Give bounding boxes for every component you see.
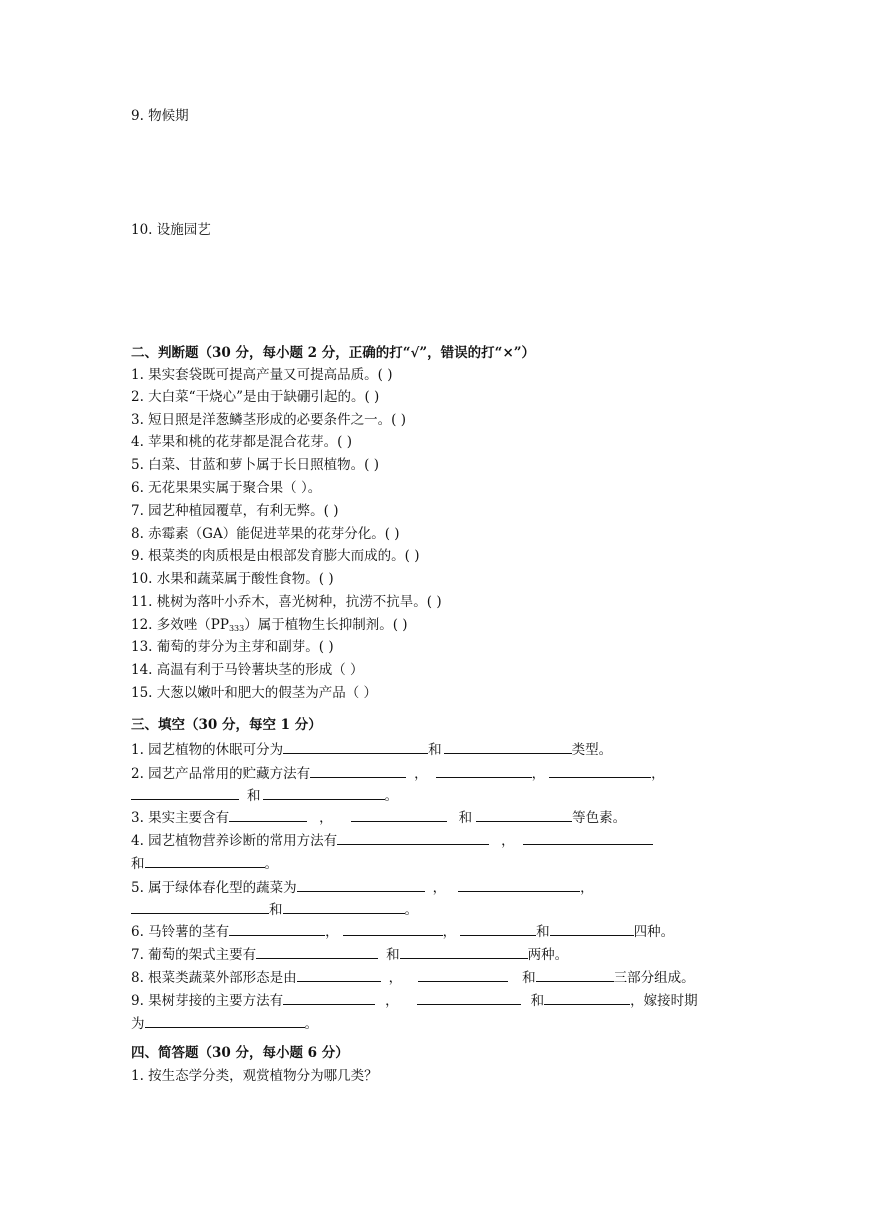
answer-blank[interactable]: [229, 921, 325, 936]
fill-q9-text-e: 为: [131, 1016, 145, 1032]
tf-item-1: 1. 果实套袋既可提高产量又可提高品质。( ): [131, 367, 393, 383]
fill-q9-text-b: ，: [385, 993, 399, 1009]
answer-blank[interactable]: [131, 899, 269, 914]
answer-blank[interactable]: [297, 967, 381, 982]
answer-blank[interactable]: [418, 967, 508, 982]
tf-item-10: 10. 水果和蔬菜属于酸性食物。( ): [131, 571, 334, 587]
answer-blank[interactable]: [550, 921, 634, 936]
section-2-heading: 二、判断题（30 分，每小题 2 分，正确的打“√”，错误的打“×”）: [131, 345, 536, 361]
tf-item-8: 8. 赤霉素（GA）能促进苹果的花芽分化。( ): [131, 526, 400, 542]
fill-q1-text-c: 类型。: [571, 742, 613, 758]
fill-q8: [131, 967, 695, 987]
section-3-heading: 三、填空（30 分，每空 1 分）: [131, 717, 322, 733]
fill-q9-text-a: 9. 果树芽接的主要方法有: [131, 993, 284, 1009]
fill-q8-text-d: 三部分组成。: [613, 970, 695, 986]
answer-blank[interactable]: [536, 967, 614, 982]
fill-q8-text-b: ，: [388, 970, 403, 986]
fill-q5-text-c: ，: [580, 880, 594, 896]
fill-q4-text-a: 4. 园艺植物营养诊断的常用方法有: [131, 833, 338, 849]
fill-q2-text-e: 和: [247, 788, 261, 804]
answer-blank[interactable]: [544, 990, 630, 1005]
answer-blank[interactable]: [310, 763, 406, 778]
answer-blank[interactable]: [283, 739, 428, 754]
answer-blank[interactable]: [297, 877, 425, 892]
answer-blank[interactable]: [400, 944, 528, 959]
fill-q6-text-e: 四种。: [633, 924, 675, 940]
answer-blank[interactable]: [283, 899, 405, 914]
fill-q9-text-d: ，嫁接时期: [630, 993, 698, 1009]
fill-q3-text-c: 和: [458, 810, 473, 826]
fill-q2-text-b: ，: [414, 766, 428, 782]
tf-item-12-post: ）属于植物生长抑制剂。( ): [244, 617, 408, 633]
fill-q5: [131, 877, 594, 897]
section-4-heading: 四、简答题（30 分，每小题 6 分）: [131, 1045, 349, 1061]
fill-q5-text-b: ，: [432, 880, 447, 896]
answer-blank[interactable]: [417, 990, 521, 1005]
fill-q4-cont: [131, 853, 278, 873]
fill-q9: [131, 990, 698, 1010]
fill-q2-cont: [131, 785, 398, 805]
tf-item-13: 13. 葡萄的芽分为主芽和副芽。( ): [131, 639, 334, 655]
answer-blank[interactable]: [436, 763, 532, 778]
fill-q9-cont: [131, 1013, 318, 1033]
answer-blank[interactable]: [256, 944, 378, 959]
fill-q2-text-d: ，: [651, 766, 665, 782]
fill-q2-text-c: ，: [531, 766, 546, 782]
fill-q8-text-a: 8. 根菜类蔬菜外部形态是由: [131, 970, 297, 986]
tf-item-9: 9. 根菜类的肉质根是由根部发育膨大而成的。( ): [131, 548, 420, 564]
fill-q3: [131, 807, 626, 827]
fill-q4: [131, 830, 653, 850]
fill-q3-text-d: 等色素。: [572, 810, 627, 826]
fill-q3-text-a: 3. 果实主要含有: [131, 810, 230, 826]
tf-item-7: 7. 园艺种植园覆草，有利无弊。( ): [131, 503, 339, 519]
fill-q9-text-f: 。: [304, 1016, 318, 1032]
tf-item-15: 15. 大葱以嫩叶和肥大的假茎为产品（ ）: [131, 685, 378, 701]
answer-blank[interactable]: [549, 763, 651, 778]
fill-q4-text-d: 。: [264, 856, 278, 872]
tf-item-11: 11. 桃树为落叶小乔木，喜光树种，抗涝不抗旱。( ): [131, 594, 442, 610]
fill-q7-text-b: 和: [386, 947, 400, 963]
fill-q5-text-a: 5. 属于绿体春化型的蔬菜为: [131, 880, 297, 896]
definition-item-10: 10. 设施园艺: [131, 222, 211, 238]
tf-item-14: 14. 高温有利于马铃薯块茎的形成（ ）: [131, 662, 364, 678]
answer-blank[interactable]: [351, 807, 447, 822]
answer-blank[interactable]: [458, 877, 580, 892]
definition-item-9: 9. 物候期: [131, 108, 189, 124]
tf-item-3: 3. 短日照是洋葱鳞茎形成的必要条件之一。( ): [131, 412, 406, 428]
fill-q5-text-d: 和: [269, 902, 283, 918]
fill-q1-text-a: 1. 园艺植物的休眠可分为: [131, 742, 284, 758]
fill-q2-text-f: 。: [384, 788, 398, 804]
tf-item-12-pre: 12. 多效唑（PP: [131, 617, 229, 633]
tf-item-5: 5. 白菜、甘蓝和萝卜属于长日照植物。( ): [131, 457, 379, 473]
fill-q3-text-b: ，: [319, 810, 333, 826]
fill-q5-text-e: 。: [404, 902, 418, 918]
fill-q6: [131, 921, 674, 941]
fill-q6-text-b: ，: [325, 924, 339, 940]
fill-q1: [131, 739, 612, 759]
tf-item-6: 6. 无花果果实属于聚合果（ ）。: [131, 480, 322, 496]
fill-q1-text-b: 和: [428, 742, 442, 758]
fill-q2-text-a: 2. 园艺产品常用的贮藏方法有: [131, 766, 311, 782]
answer-blank[interactable]: [263, 785, 385, 800]
fill-q2: [131, 763, 665, 783]
answer-blank[interactable]: [337, 830, 489, 845]
tf-item-12: [131, 616, 408, 638]
fill-q5-cont: [131, 899, 418, 919]
fill-q4-text-b: ，: [501, 833, 515, 849]
answer-blank[interactable]: [283, 990, 375, 1005]
tf-item-4: 4. 苹果和桃的花芽都是混合花芽。( ): [131, 434, 352, 450]
fill-q6-text-c: ，: [442, 924, 457, 940]
fill-q6-text-d: 和: [536, 924, 550, 940]
answer-blank[interactable]: [476, 807, 572, 822]
answer-blank[interactable]: [343, 921, 443, 936]
answer-blank[interactable]: [444, 739, 572, 754]
fill-q7-text-c: 两种。: [527, 947, 569, 963]
answer-blank[interactable]: [229, 807, 307, 822]
answer-blank[interactable]: [523, 830, 653, 845]
short-answer-q1: 1. 按生态学分类，观赏植物分为哪几类？: [131, 1068, 378, 1084]
answer-blank[interactable]: [145, 1013, 305, 1028]
tf-item-2: 2. 大白菜“干烧心”是由于缺硼引起的。( ): [131, 389, 380, 405]
fill-q4-text-c: 和: [131, 856, 145, 872]
fill-q7: [131, 944, 568, 964]
answer-blank[interactable]: [145, 853, 265, 868]
fill-q6-text-a: 6. 马铃薯的茎有: [131, 924, 230, 940]
tf-item-12-subscript: 333: [228, 624, 245, 633]
answer-blank[interactable]: [460, 921, 536, 936]
fill-q7-text-a: 7. 葡萄的架式主要有: [131, 947, 257, 963]
fill-q9-text-c: 和: [530, 993, 545, 1009]
answer-blank[interactable]: [131, 785, 239, 800]
fill-q8-text-c: 和: [522, 970, 536, 986]
